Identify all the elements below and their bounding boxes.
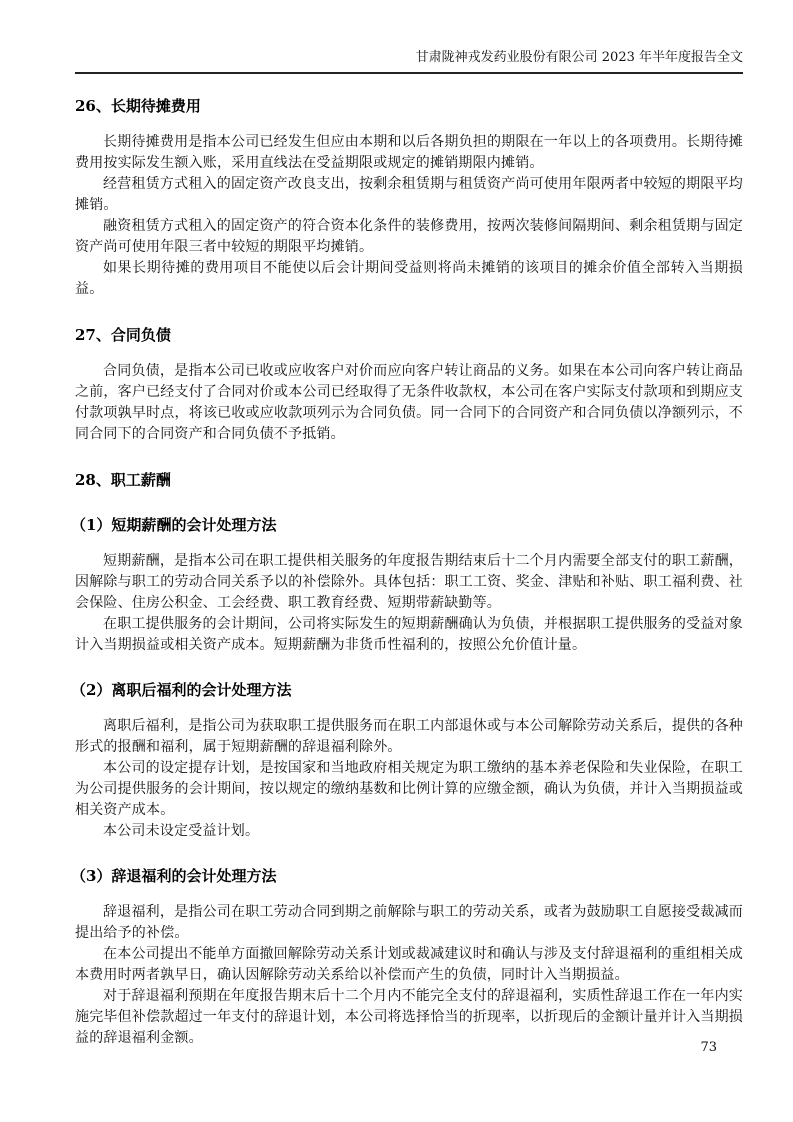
paragraph: 长期待摊费用是指本公司已经发生但应由本期和以后各期负担的期限在一年以上的各项费用。长期待摊费用按实际发生额入账，采用直线法在受益期限或规定的摊销期限内摊销。 [75, 134, 743, 171]
section-heading-27: 27、合同负债 [75, 326, 171, 344]
subsection-heading-28-3: （3）辞退福利的会计处理方法 [71, 867, 277, 885]
section-27-body [75, 361, 743, 445]
paragraph: 合同负债，是指本公司已收或应收客户对价而应向客户转让商品的义务。如果在本公司向客户转让商品之前，客户已经支付了合同对价或本公司已经取得了无条件收款权，本公司在客户实际支付款项和到期应支付款项孰早时点，将该已收或应收款项列示为合同负债。同一合同下的合同资产和合同负债以净额列示，不同合同下的合同资产和合同负债不予抵销。 [75, 363, 743, 442]
paragraph: 融资租赁方式租入的固定资产的符合资本化条件的装修费用，按两次装修间隔期间、剩余租赁期与固定资产尚可使用年限三者中较短的期限平均摊销。 [75, 218, 743, 255]
paragraph: 在本公司提出不能单方面撤回解除劳动关系计划或裁减建议时和确认与涉及支付辞退福利的重组相关成本费用时两者孰早日，确认因解除劳动关系给以补偿而产生的负债，同时计入当期损益。 [75, 946, 743, 983]
subsection-28-1-body [75, 551, 743, 656]
paragraph: 本公司的设定提存计划，是按国家和当地政府相关规定为职工缴纳的基本养老保险和失业保险，在职工为公司提供服务的会计期间，按以规定的缴纳基数和比例计算的应缴金额，确认为负债，并计入当期损益或相关资产成本。 [75, 760, 743, 818]
paragraph: 本公司未设定受益计划。 [103, 823, 260, 839]
section-26-body [75, 132, 743, 300]
report-title: 甘肃陇神戎发药业股份有限公司 2023 年半年度报告全文 [415, 50, 743, 65]
subsection-heading-28-1: （1）短期薪酬的会计处理方法 [71, 516, 277, 534]
paragraph: 短期薪酬，是指本公司在职工提供相关服务的年度报告期结束后十二个月内需要全部支付的职工薪酬，因解除与职工的劳动合同关系予以的补偿除外。具体包括：职工工资、奖金、津贴和补贴、职工福利费、社会保险、住房公积金、工会经费、职工教育经费、短期带薪缺勤等。 [75, 553, 743, 611]
subsection-28-3-body [75, 902, 743, 1049]
paragraph: 在职工提供服务的会计期间，公司将实际发生的短期薪酬确认为负债，并根据职工提供服务的受益对象计入当期损益或相关资产成本。短期薪酬为非货币性福利的，按照公允价值计量。 [75, 616, 743, 653]
page-header [75, 48, 743, 74]
section-heading-28: 28、职工薪酬 [75, 471, 171, 489]
subsection-28-2-body [75, 716, 743, 842]
paragraph: 经营租赁方式租入的固定资产改良支出，按剩余租赁期与租赁资产尚可使用年限两者中较短的期限平均摊销。 [75, 176, 743, 213]
subsection-heading-28-2: （2）离职后福利的会计处理方法 [71, 681, 292, 699]
section-heading-26: 26、长期待摊费用 [75, 97, 201, 115]
paragraph: 辞退福利，是指公司在职工劳动合同到期之前解除与职工的劳动关系，或者为鼓励职工自愿接受裁减而提出给予的补偿。 [75, 904, 743, 941]
paragraph: 如果长期待摊的费用项目不能使以后会计期间受益则将尚未摊销的该项目的摊余价值全部转入当期损益。 [75, 260, 743, 297]
page-number: 73 [700, 1040, 717, 1055]
paragraph: 离职后福利，是指公司为获取职工提供服务而在职工内部退休或与本公司解除劳动关系后，提供的各种形式的报酬和福利，属于短期薪酬的辞退福利除外。 [75, 718, 743, 755]
paragraph: 对于辞退福利预期在年度报告期末后十二个月内不能完全支付的辞退福利，实质性辞退工作在一年内实施完毕但补偿款超过一年支付的辞退计划，本公司将选择恰当的折现率，以折现后的金额计量并计入当期损益的辞退福利金额。 [75, 988, 743, 1046]
